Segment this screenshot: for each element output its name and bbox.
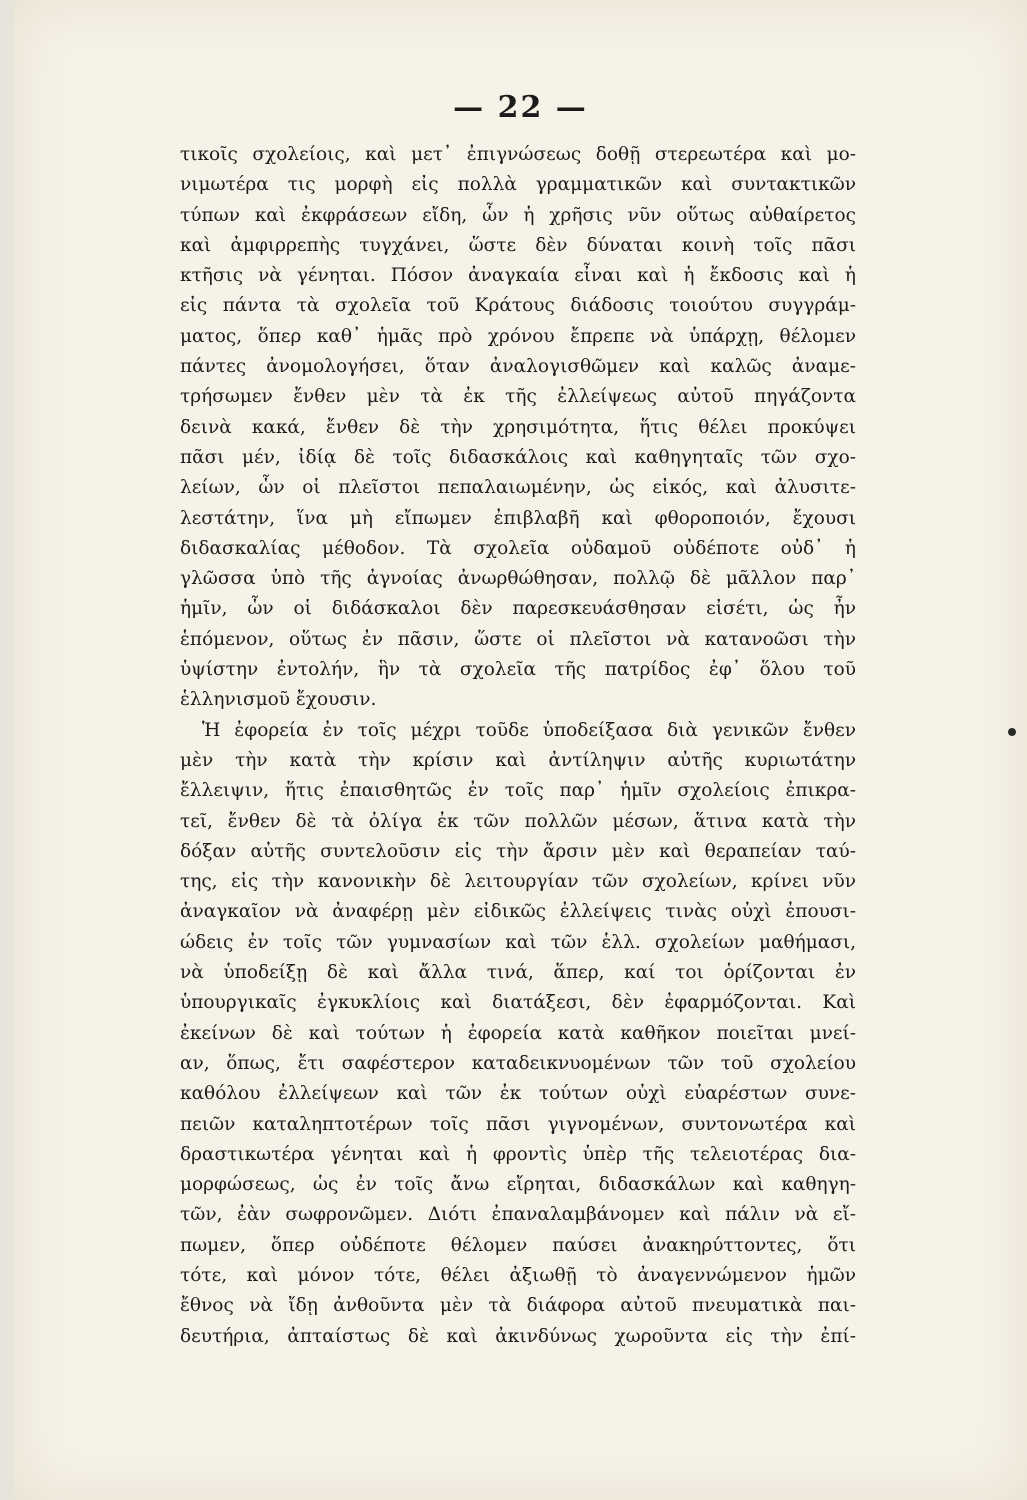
paragraph-end-line: ἑλληνισμοῦ ἔχουσιν. (180, 689, 377, 711)
text-line: λεστάτην, ἵνα μὴ εἴπωμεν ἐπιβλαβῆ καὶ φθοροποιόν, ἔχουσι (180, 507, 856, 529)
text-line: αν, ὅπως, ἔτι σαφέστερον καταδεικνυομένων τῶν τοῦ σχολείου (180, 1052, 856, 1074)
text-line: ἡμῖν, ὧν οἱ διδάσκαλοι δὲν παρεσκευάσθησαν εἰσέτι, ὡς ἦν (180, 598, 856, 620)
text-line: ἐκείνων δὲ καὶ τούτων ἡ ἐφορεία κατὰ καθῆκον ποιεῖται μνεί- (180, 1022, 856, 1044)
text-line: νὰ ὑποδείξῃ δὲ καὶ ἄλλα τινά, ἅπερ, καί τοι ὁρίζονται ἐν (180, 962, 856, 984)
text-line: νιμωτέρα τις μορφὴ εἰς πολλὰ γραμματικῶν καὶ συντακτικῶν (180, 174, 856, 196)
text-line: πωμεν, ὅπερ οὐδέποτε θέλομεν παύσει ἀνακηρύττοντες, ὅτι (180, 1234, 856, 1256)
text-line: δευτήρια, ἀπταίστως δὲ καὶ ἀκινδύνως χωροῦντα εἰς τὴν ἐπί- (180, 1325, 856, 1347)
text-line: ἔθνος νὰ ἴδῃ ἀνθοῦντα μὲν τὰ διάφορα αὐτοῦ πνευματικὰ παι- (180, 1295, 856, 1317)
text-line: τότε, καὶ μόνον τότε, θέλει ἀξιωθῇ τὸ ἀναγεννώμενον ἡμῶν (180, 1264, 856, 1286)
text-line: καθόλου ἐλλείψεων καὶ τῶν ἐκ τούτων οὐχὶ εὐαρέστων συνε- (180, 1083, 856, 1105)
text-line: καὶ ἀμφιρρεπὴς τυγχάνει, ὥστε δὲν δύναται κοινὴ τοῖς πᾶσι (180, 234, 856, 256)
text-line: ἑπόμενον, οὕτως ἐν πᾶσιν, ὥστε οἱ πλεῖστοι νὰ κατανοῶσι τὴν (180, 628, 856, 650)
text-line: ἔλλειψιν, ἥτις ἐπαισθητῶς ἐν τοῖς παρ᾿ ἡμῖν σχολείοις ἐπικρα- (180, 780, 856, 802)
text-line: ὑπουργικαῖς ἐγκυκλίοις καὶ διατάξεσι, δὲν ἐφαρμόζονται. Καὶ (180, 992, 856, 1014)
text-line: πᾶσι μέν, ἰδίᾳ δὲ τοῖς διδασκάλοις καὶ καθηγηταῖς τῶν σχο- (180, 446, 856, 468)
text-line: διδασκαλίας μέθοδον. Τὰ σχολεῖα οὐδαμοῦ οὐδέποτε οὐδ᾿ ἡ (180, 537, 856, 559)
margin-ink-dot (1008, 728, 1016, 736)
text-line: ὑψίστην ἐντολήν, ἣν τὰ σχολεῖα τῆς πατρίδος ἐφ᾿ ὅλου τοῦ (180, 659, 856, 681)
text-line: ώδεις ἐν τοῖς τῶν γυμνασίων καὶ τῶν ἑλλ. σχολείων μαθήμασι, (180, 931, 856, 953)
text-line: τικοῖς σχολείοις, καὶ μετ᾿ ἐπιγνώσεως δοθῇ στερεωτέρα καὶ μο- (180, 144, 856, 165)
text-line: ἀναγκαῖον νὰ ἀναφέρῃ μὲν εἰδικῶς ἐλλείψεις τινὰς οὐχὶ ἐπουσι- (180, 901, 856, 923)
text-line: πειῶν καταληπτοτέρων τοῖς πᾶσι γιγνομένων, συντονωτέρα καὶ (180, 1113, 856, 1135)
text-line: εἰς πάντα τὰ σχολεῖα τοῦ Κράτους διάδοσις τοιούτου συγγράμ- (180, 295, 856, 317)
text-line: τύπων καὶ ἐκφράσεων εἴδη, ὧν ἡ χρῆσις νῦν οὕτως αὐθαίρετος (180, 204, 856, 226)
text-line: πάντες ἀνομολογήσει, ὅταν ἀναλογισθῶμεν καὶ καλῶς ἀναμε- (180, 356, 856, 378)
text-line: λείων, ὧν οἱ πλεῖστοι πεπαλαιωμένην, ὡς εἰκός, καὶ ἀλυσιτε- (180, 477, 856, 499)
page-number: — 22 — (453, 90, 588, 125)
text-line: δόξαν αὐτῆς συντελοῦσιν εἰς τὴν ἄρσιν μὲν καὶ θεραπείαν ταύ- (180, 840, 856, 862)
body-text (180, 140, 856, 1352)
text-line: δεινὰ κακά, ἔνθεν δὲ τὴν χρησιμότητα, ἥτις θέλει προκύψει (180, 416, 856, 438)
text-line: ματος, ὅπερ καθ᾿ ἡμᾶς πρὸ χρόνου ἔπρεπε νὰ ὑπάρχῃ, θέλομεν (180, 325, 856, 347)
text-line: κτῆσις νὰ γένηται. Πόσον ἀναγκαία εἶναι καὶ ἡ ἔκδοσις καὶ ἡ (180, 265, 856, 287)
text-line: τρήσωμεν ἔνθεν μὲν τὰ ἐκ τῆς ἐλλείψεως αὐτοῦ πηγάζοντα (180, 386, 856, 408)
text-line: τεῖ, ἔνθεν δὲ τὰ ὀλίγα ἐκ τῶν πολλῶν μέσων, ἅτινα κατὰ τὴν (180, 810, 856, 832)
text-line: μὲν τὴν κατὰ τὴν κρίσιν καὶ ἀντίληψιν αὐτῆς κυριωτάτην (180, 749, 856, 771)
text-line: γλῶσσα ὑπὸ τῆς ἀγνοίας ἀνωρθώθησαν, πολλῷ δὲ μᾶλλον παρ᾿ (180, 568, 856, 590)
text-line: δραστικωτέρα γένηται καὶ ἡ φροντὶς ὑπὲρ τῆς τελειοτέρας δια- (180, 1143, 856, 1165)
paragraph-start-line: Ἡ ἐφορεία ἐν τοῖς μέχρι τοῦδε ὑποδείξασα διὰ γενικῶν ἔνθεν (202, 719, 856, 741)
text-line: μορφώσεως, ὡς ἐν τοῖς ἄνω εἴρηται, διδασκάλων καὶ καθηγη- (180, 1174, 856, 1196)
text-line: της, εἰς τὴν κανονικὴν δὲ λειτουργίαν τῶν σχολείων, κρίνει νῦν (180, 871, 856, 893)
document-page (14, 0, 1027, 1500)
text-line: τῶν, ἐὰν σωφρονῶμεν. Διότι ἐπαναλαμβάνομεν καὶ πάλιν νὰ εἴ- (180, 1204, 856, 1226)
